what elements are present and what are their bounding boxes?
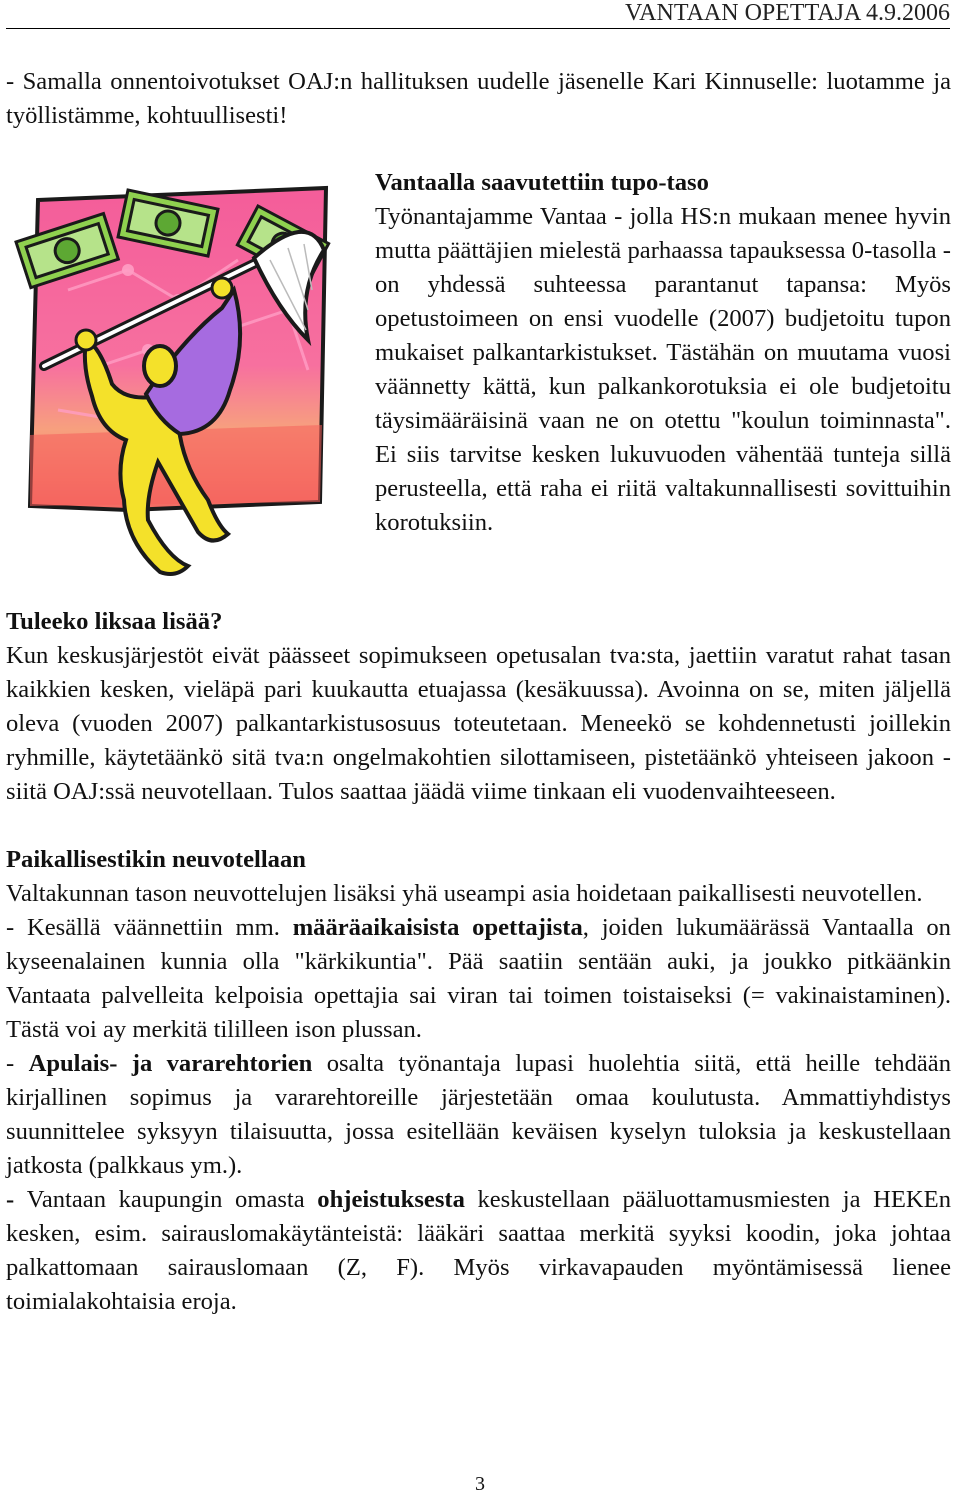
page-number: 3 xyxy=(475,1473,485,1495)
local-negotiation-paragraph: Valtakunnan tason neuvottelujen lisäksi yhä useampi asia hoidetaan paikallisesti neuvotellen. xyxy=(6,880,923,907)
fixed-term-teachers-item xyxy=(6,911,951,1047)
tupo-section xyxy=(375,166,951,540)
tupo-heading: Vantaalla saavutettiin tupo-taso xyxy=(375,169,709,196)
page-header xyxy=(6,0,950,29)
clipart-illustration xyxy=(8,170,354,585)
item-text: keskustellaan pääluottamusmiesten ja HEKEn kesken, esim. sairauslomakäytänteistä: lääkäri saattaa merkitä syyksi koodin, joka johtaa palkattomaan sairauslomaan (Z, F). Myös virkavapauden myöntämisessä lienee toimialakohtaisia eroja. xyxy=(6,1186,951,1315)
item-keyword: määräaikaisista opettajista xyxy=(292,914,583,941)
liksa-heading: Tuleeko liksaa lisää? xyxy=(6,608,223,635)
main-column xyxy=(6,605,951,1319)
city-guidelines-item xyxy=(6,1183,951,1319)
item-text: osalta työnantaja lupasi huolehtia siitä, että heille tehdään kirjallinen sopimus ja vararehtoreille järjestetään omaa koulutusta. Ammattiyhdistys suunnittelee syksyyn tilaisuutta, jossa esitellään keväisen kyselyn tuloksia ja keskustellaan jatkosta (palkkaus ym.). xyxy=(6,1050,952,1179)
item-prefix: - Kesällä väännettiin mm. xyxy=(6,914,293,941)
section-spacer xyxy=(6,809,951,843)
liksa-paragraph: Kun keskusjärjestöt eivät päässeet sopimukseen opetusalan tva:sta, jaettiin varatut rahat tasan kaikkien kesken, vieläpä pari kuukautta etuajassa (kesäkuussa). Avoinna on se, miten jäljellä oleva (vuoden 2007) palkantarkistusosuus toteutetaan. Meneekö se kohdennetusti joillekin ryhmille, käytetäänkö sitä tva:n ongelmakohtien silottamiseen, pistetäänkö yhteiseen jakoon - siitä OAJ:ssä neuvotellaan. Tulos saattaa jäädä viime tinkaan eli vuodenvaihteeseen. xyxy=(6,642,951,805)
item-prefix: - xyxy=(6,1050,29,1077)
item-lead: Vantaan kaupungin omasta xyxy=(26,1186,318,1213)
money-catcher-icon xyxy=(8,170,354,585)
item-text: , joiden lukumäärässä Vantaalla on kyseenalainen kunnia olla "kärkikuntia". Pää saatiin sentään auki, ja joukko pitkäänkin Vantaata palvelleita kelpoisia opettajia sai viran tai toimen toistaiseksi (= vakinaistaminen). Tästä voi ay merkitä tililleen ison plussan. xyxy=(6,914,951,1043)
intro-paragraph: - Samalla onnentoivotukset OAJ:n hallituksen uudelle jäsenelle Kari Kinnuselle: luotamme ja työllistämme, kohtuullisesti! xyxy=(6,68,951,129)
vice-principals-item xyxy=(6,1047,951,1183)
local-negotiation-heading: Paikallisestikin neuvotellaan xyxy=(6,846,306,873)
publication-title: VANTAAN OPETTAJA 4.9.2006 xyxy=(624,0,950,26)
tupo-paragraph: Työnantajamme Vantaa - jolla HS:n mukaan menee hyvin mutta päättäjien mielestä parhaassa tapauksessa 0-tasolla - on yhdessä suhteessa parantanut tapansa: Myös opetustoimeen on ensi vuodelle (2007) budjetoitu tupon mukaiset palkantarkistukset. Tästähän on muutama vuosi väännetty kättä, kun palkankorotuksia ei ole budjetoitu täysimääräisinä vaan ne on otettu "koulun toiminnasta". Ei siis tarvitse kesken lukuvuoden vähentää tunteja sillä perusteella, että raha ei riitä valtakunnallisesti sovittuihin korotuksiin. xyxy=(375,203,951,536)
item-keyword: ohjeistuksesta xyxy=(317,1186,465,1213)
item-keyword: Apulais- ja vararehtorien xyxy=(28,1050,313,1077)
item-prefix: - xyxy=(6,1186,27,1213)
